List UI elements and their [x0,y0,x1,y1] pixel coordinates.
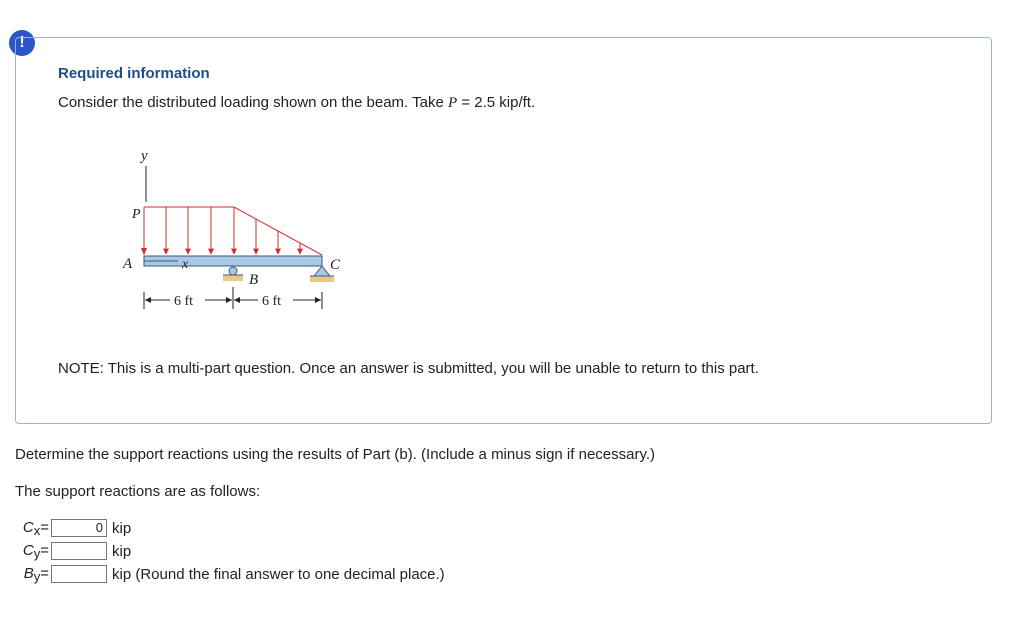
cx-unit: kip [112,519,132,537]
reaction-row-cy [15,540,131,562]
x-axis-label: x [182,257,189,272]
load-label-p: P [132,207,141,222]
dimension-lines [144,287,322,309]
multi-part-note: NOTE: This is a multi-part question. Once an answer is submitted, you will be unable to return to this part. [58,360,759,377]
point-label-c: C [330,257,341,273]
dimension-right: 6 ft [262,294,282,309]
cx-answer-input[interactable]: 0 [51,519,107,537]
alert-icon: ! [9,30,35,56]
reaction-row-by [15,563,445,585]
ground-c [310,276,334,282]
reaction-label-by: $B_y=$ [23,564,49,584]
by-unit: kip (Round the final answer to one decimal place.) [112,565,445,583]
reaction-label-cy: $C_y=$ [22,541,49,561]
problem-statement: Consider the distributed loading shown on the beam. Take P = 2.5 kip/ft. [58,94,536,111]
load-outline [144,207,322,255]
y-axis-label: y [141,148,148,164]
reaction-label-cx: $C_x=$ [22,518,49,538]
point-label-a: A [123,256,133,272]
cy-answer-input[interactable] [51,542,107,560]
required-information-title: Required information [58,65,210,82]
pin-c [314,266,330,276]
roller-b [229,267,237,275]
dimension-left: 6 ft [174,294,194,309]
load-arrow-a [141,248,147,255]
question-text: Determine the support reactions using the results of Part (b). (Include a minus sign if necessary.) [15,446,656,463]
beam-diagram [110,142,350,332]
cy-unit: kip [112,542,132,560]
by-answer-input[interactable] [51,565,107,583]
reactions-intro: The support reactions are as follows: [15,483,261,500]
ground-b [223,275,243,281]
reaction-row-cx [15,517,131,539]
point-label-b: B [249,272,259,288]
